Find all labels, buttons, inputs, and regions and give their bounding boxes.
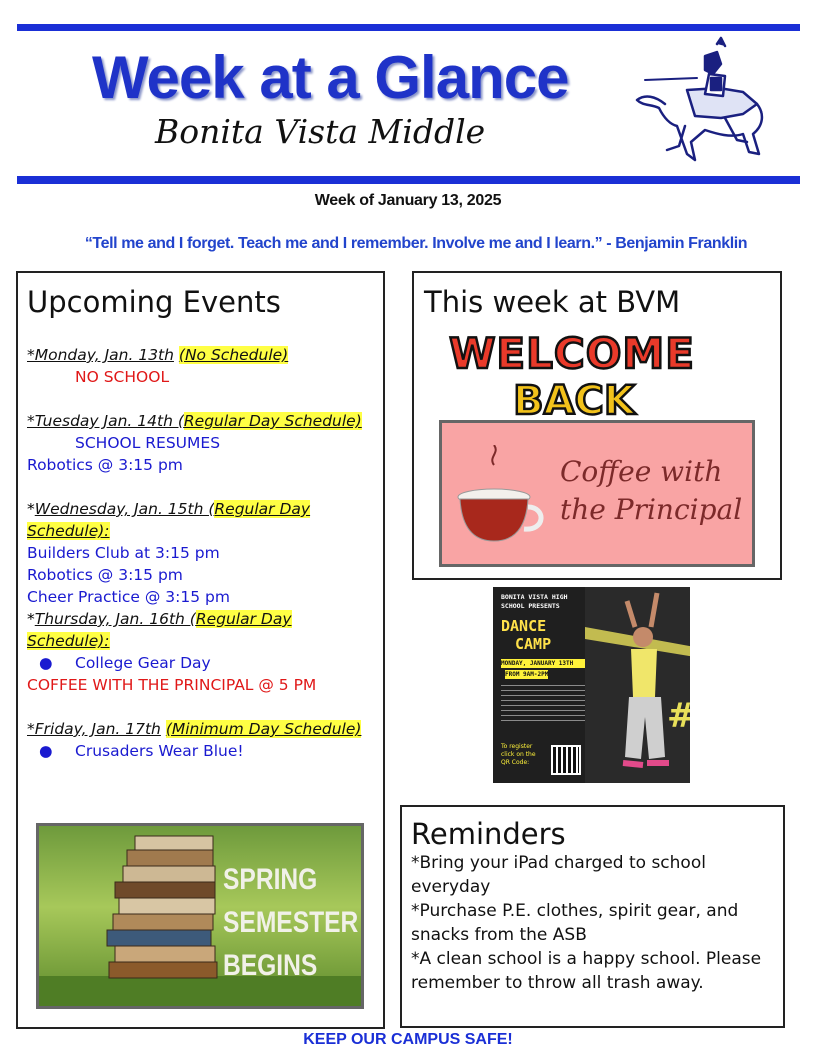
back-word: BACK [513, 378, 635, 420]
thursday-bullet-item [27, 652, 374, 674]
reminder-item: *A clean school is a happy school. Please remember to throw all trash away. [411, 949, 762, 993]
wednesday-heading: Wednesday, Jan. 15th ( [34, 500, 215, 518]
flyer-body-text [501, 685, 585, 725]
spring-line: SEMESTER [223, 906, 359, 939]
flyer-register: To register click on the QR Code: [501, 743, 536, 766]
flyer-header: BONITA VISTA HIGH SCHOOL PRESENTS [501, 593, 568, 610]
crusader-knight-logo [625, 34, 775, 174]
dancer-figure-icon [585, 587, 695, 783]
monday-event [27, 344, 374, 366]
flyer-time: FROM 9AM-2PM [505, 671, 549, 678]
friday-heading: *Friday, Jan. 17th [27, 720, 161, 738]
reminder-item: *Purchase P.E. clothes, spirit gear, and snacks from the ASB [411, 901, 739, 945]
reminders-title: Reminders [411, 817, 566, 851]
upcoming-events-title: Upcoming Events [27, 285, 281, 319]
header-top-rule [17, 24, 800, 31]
coffee-cup-icon [454, 445, 564, 555]
wednesday-event [27, 498, 374, 542]
thursday-item: COFFEE WITH THE PRINCIPAL @ 5 PM [27, 676, 317, 694]
thursday-event [27, 608, 374, 652]
coffee-caption [560, 453, 742, 529]
school-name: Bonita Vista Middle [155, 112, 486, 151]
coffee-with-principal-banner [439, 420, 755, 567]
thursday-heading: Thursday, Jan. 16th ( [34, 610, 196, 628]
tuesday-heading: *Tuesday Jan. 14th ( [27, 412, 184, 430]
monday-schedule: (No Schedule) [178, 346, 289, 364]
spring-semester-caption [223, 858, 358, 987]
monday-heading: *Monday, Jan. 13th [27, 346, 174, 364]
wednesday-schedule: Regular Day Schedule): [27, 500, 311, 540]
flyer-date: MONDAY, JANUARY 13TH [501, 659, 589, 668]
thursday-schedule: Regular Day Schedule): [27, 610, 292, 650]
tuesday-event [27, 410, 374, 432]
friday-schedule: (Minimum Day Schedule) [165, 720, 362, 738]
wednesday-item: Robotics @ 3:15 pm [27, 566, 183, 584]
this-week-title: This week at BVM [424, 285, 681, 319]
friday-event [27, 718, 374, 740]
tuesday-schedule: Regular Day Schedule) [183, 412, 362, 430]
wednesday-item: Builders Club at 3:15 pm [27, 544, 220, 562]
welcome-back-graphic [424, 324, 724, 420]
wednesday-item: Cheer Practice @ 3:15 pm [27, 588, 230, 606]
spring-semester-image [36, 823, 364, 1009]
monday-note: NO SCHOOL [75, 368, 170, 386]
tuesday-item: Robotics @ 3:15 pm [27, 456, 183, 474]
svg-text:#: # [667, 696, 695, 736]
qr-code-icon[interactable] [551, 745, 581, 775]
reminder-item: *Bring your iPad charged to school everyday [411, 853, 706, 897]
spring-line: BEGINS [223, 949, 318, 982]
flyer-title-line1: DANCE [501, 617, 547, 635]
tuesday-note: SCHOOL RESUMES [75, 434, 221, 452]
bullet-icon: ● [39, 742, 53, 760]
thursday-bullet-label: College Gear Day [75, 654, 211, 672]
friday-bullet-item [27, 740, 374, 762]
flyer-title-line2: CAMP [515, 635, 552, 653]
quote: “Tell me and I forget. Teach me and I remember. Involve me and I learn.” - Benjamin Franklin [84, 235, 748, 252]
wednesday-star: * [27, 500, 35, 518]
coffee-line: Coffee with [560, 455, 723, 488]
page-title: Week at a Glance [92, 44, 569, 111]
friday-bullet-label: Crusaders Wear Blue! [75, 742, 244, 760]
header-bottom-rule [17, 176, 800, 184]
week-of-date: Week of January 13, 2025 [314, 192, 502, 209]
reminders-panel [400, 805, 785, 1028]
welcome-word: WELCOME [449, 329, 695, 378]
dance-camp-flyer [493, 587, 695, 783]
bullet-icon: ● [39, 654, 53, 672]
footer-slogan: KEEP OUR CAMPUS SAFE! [303, 1031, 513, 1048]
thursday-star: * [27, 610, 35, 628]
spring-line: SPRING [223, 863, 318, 896]
coffee-line: the Principal [560, 493, 743, 526]
